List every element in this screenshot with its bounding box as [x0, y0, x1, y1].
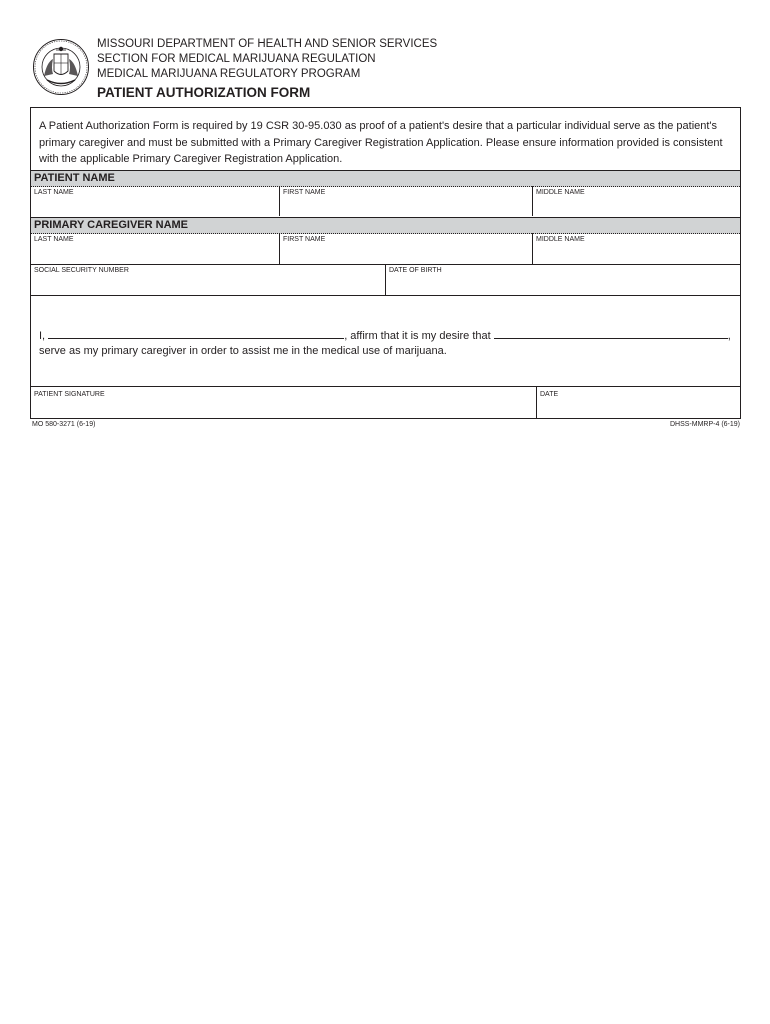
caregiver-middle-name-input[interactable]: [536, 247, 738, 261]
dob-label: DATE OF BIRTH: [389, 267, 442, 274]
caregiver-middle-name-label: MIDDLE NAME: [536, 236, 585, 243]
divider: [536, 386, 537, 418]
ssn-input[interactable]: [34, 278, 384, 292]
affirmation-suffix: ,: [727, 330, 731, 342]
patient-name-blank[interactable]: [48, 327, 344, 339]
divider: [279, 233, 280, 264]
patient-signature-field[interactable]: [34, 401, 532, 416]
form-number: MO 580-3271 (6-19): [32, 421, 96, 428]
caregiver-name-section-label: PRIMARY CAREGIVER NAME: [34, 219, 189, 231]
divider: [279, 186, 280, 216]
caregiver-last-name-input[interactable]: [34, 247, 278, 261]
program-name: MEDICAL MARIJUANA REGULATORY PROGRAM: [97, 68, 361, 80]
signature-date-label: DATE: [540, 391, 559, 398]
affirmation-line-1: [39, 327, 731, 344]
patient-middle-name-label: MIDDLE NAME: [536, 189, 585, 196]
patient-middle-name-input[interactable]: [536, 199, 738, 213]
caregiver-last-name-label: LAST NAME: [34, 236, 74, 243]
patient-name-section-label: PATIENT NAME: [34, 172, 115, 184]
form-title: PATIENT AUTHORIZATION FORM: [97, 85, 311, 100]
department-name: MISSOURI DEPARTMENT OF HEALTH AND SENIOR SERVICES: [97, 38, 438, 50]
patient-first-name-input[interactable]: [283, 199, 532, 213]
caregiver-first-name-input[interactable]: [283, 247, 532, 261]
patient-last-name-input[interactable]: [34, 199, 278, 213]
patient-last-name-label: LAST NAME: [34, 189, 74, 196]
affirmation-prefix: I,: [39, 330, 46, 342]
signature-date-input[interactable]: [540, 401, 738, 415]
divider: [532, 186, 533, 216]
missouri-state-seal-icon: [32, 38, 90, 96]
divider: [31, 295, 740, 296]
divider: [31, 386, 740, 387]
dob-input[interactable]: [389, 278, 738, 292]
affirmation-middle: , affirm that it is my desire that: [344, 330, 491, 342]
caregiver-first-name-label: FIRST NAME: [283, 236, 326, 243]
divider: [532, 233, 533, 264]
authorization-form: [30, 107, 741, 419]
divider: [385, 264, 386, 295]
patient-name-section-header: [31, 170, 740, 187]
form-code: DHSS-MMRP-4 (6-19): [669, 421, 740, 428]
intro-paragraph: A Patient Authorization Form is required by 19 CSR 30-95.030 as proof of a patient's desire that a particular individual serve as the patient's primary caregiver and must be submitted with a Primary Caregiver Registration Application. Please ensure information provided is consistent with the applicable Primary Caregiver Registration Application.: [39, 120, 723, 165]
patient-signature-label: PATIENT SIGNATURE: [34, 391, 105, 398]
patient-first-name-label: FIRST NAME: [283, 189, 326, 196]
caregiver-name-blank[interactable]: [494, 327, 728, 339]
affirmation-line-2: serve as my primary caregiver in order to assist me in the medical use of marijuana.: [39, 345, 447, 357]
section-name: SECTION FOR MEDICAL MARIJUANA REGULATION: [97, 53, 376, 65]
ssn-label: SOCIAL SECURITY NUMBER: [34, 267, 129, 274]
caregiver-name-section-header: [31, 217, 740, 234]
